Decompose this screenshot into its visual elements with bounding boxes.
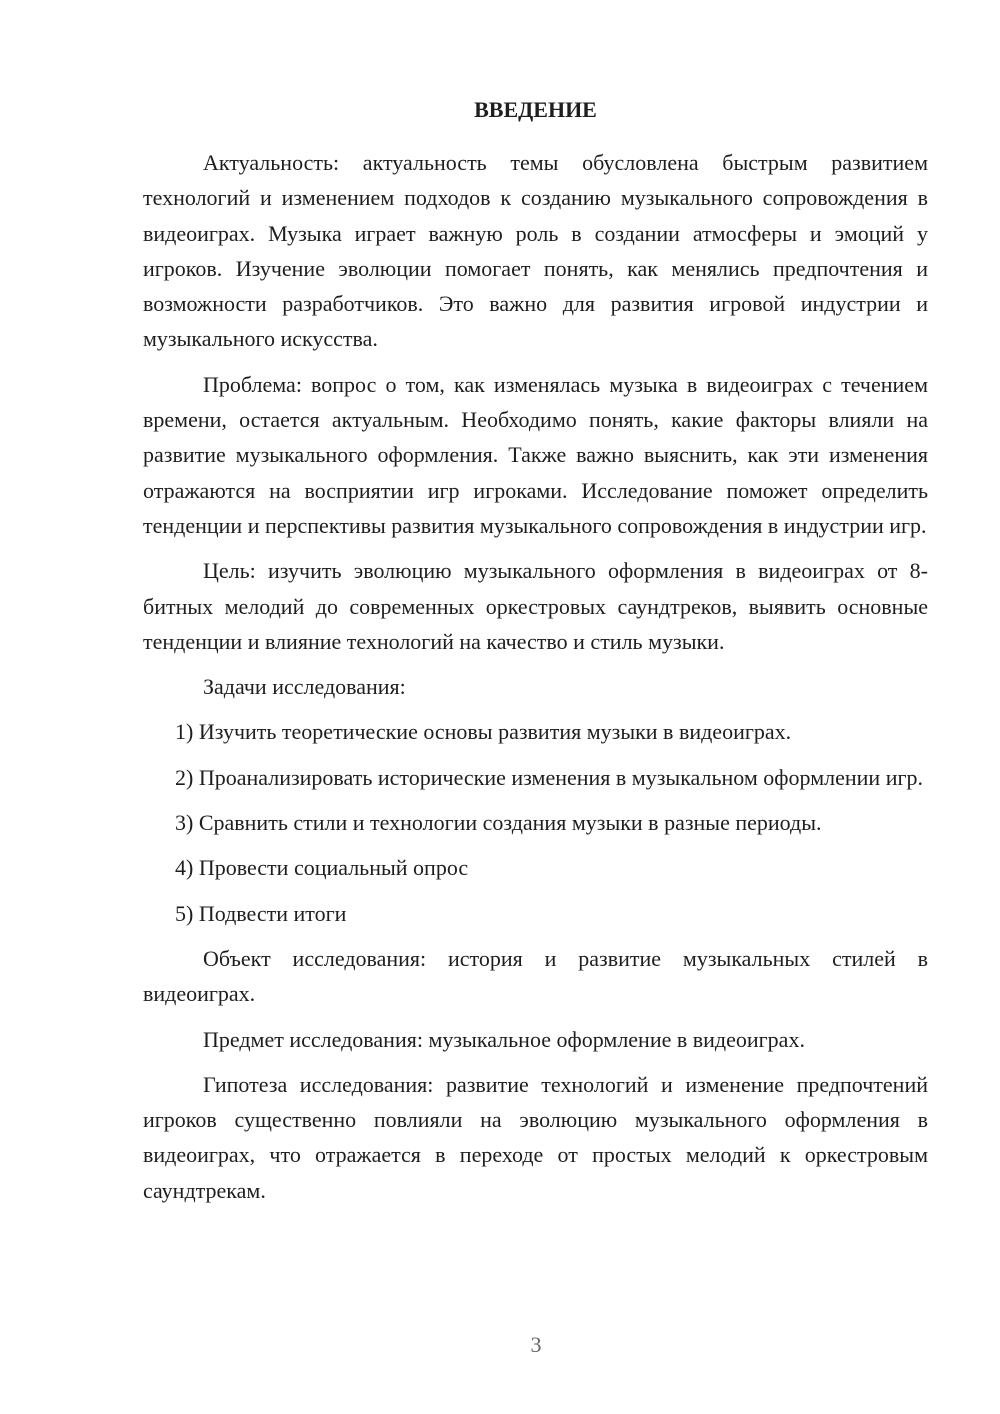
- paragraph-goal: Цель: изучить эволюцию музыкального оформления в видеоиграх от 8-битных мелодий до современных оркестровых саундтреков, выявить основные тенденции и влияние технологий на качество и стиль музыки.: [143, 558, 928, 654]
- section-title: ВВЕДЕНИЕ: [474, 97, 597, 122]
- tasks-heading: Задачи исследования:: [203, 674, 406, 700]
- page-number: 3: [530, 1332, 542, 1357]
- task-item-3: 3) Сравнить стили и технологии создания музыки в разные периоды.: [175, 810, 822, 836]
- task-item-5: 5) Подвести итоги: [175, 900, 347, 926]
- task-item-1: 1) Изучить теоретические основы развития музыки в видеоиграх.: [175, 719, 792, 745]
- paragraph-problem: Проблема: вопрос о том, как изменялась музыка в видеоиграх с течением времени, остается актуальным. Необходимо понять, какие факторы влияли на развитие музыкального оформления. Также важно выяснить, как эти изменения отражаются на восприятии игр игроками. Исследование поможет определить тенденции и перспективы развития музыкального сопровождения в индустрии игр.: [143, 371, 928, 538]
- paragraph-hypothesis: Гипотеза исследования: развитие технологий и изменение предпочтений игроков существенно повлияли на эволюцию музыкального оформления в видеоиграх, что отражается в переходе от простых мелодий к оркестровым саундтрекам.: [143, 1071, 928, 1203]
- page-content: [143, 95, 928, 1218]
- task-item-2: 2) Проанализировать исторические изменения в музыкальном оформлении игр.: [175, 764, 923, 790]
- task-item-4: 4) Провести социальный опрос: [175, 855, 469, 881]
- paragraph-object: Объект исследования: история и развитие музыкальных стилей в видеоиграх.: [143, 945, 928, 1007]
- paragraph-subject: Предмет исследования: музыкальное оформление в видеоиграх.: [203, 1026, 805, 1052]
- paragraph-relevance: Актуальность: актуальность темы обусловлена быстрым развитием технологий и изменением подходов к созданию музыкального сопровождения в видеоиграх. Музыка играет важную роль в создании атмосферы и эмоций у игроков. Изучение эволюции помогает понять, как менялись предпочтения и возможности разработчиков. Это важно для развития игровой индустрии и музыкального искусства.: [143, 150, 928, 352]
